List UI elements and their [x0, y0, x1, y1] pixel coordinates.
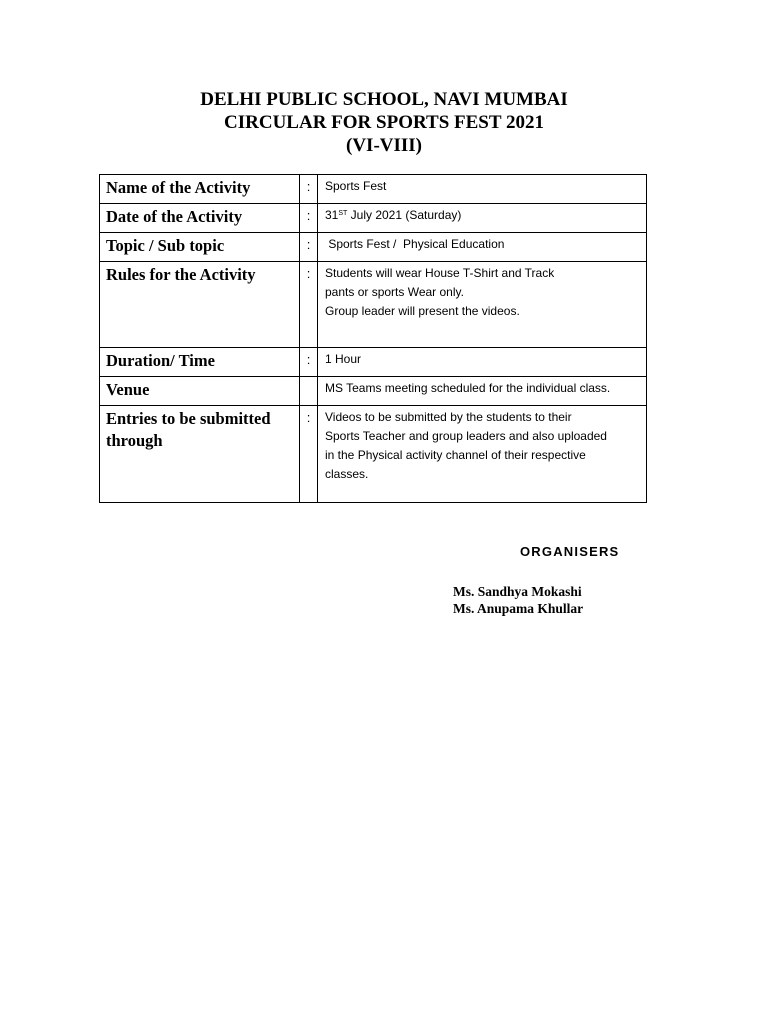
colon-separator-empty	[300, 377, 318, 406]
date-ordinal: ST	[338, 210, 348, 217]
activity-details-table	[99, 174, 647, 503]
row-label: Topic / Sub topic	[100, 233, 300, 262]
colon-separator: :	[300, 262, 318, 348]
document-header	[0, 88, 768, 157]
duration-value: 1 Hour	[318, 348, 647, 377]
table-row	[100, 406, 647, 503]
entries-label-line: through	[106, 431, 163, 450]
row-label	[100, 406, 300, 503]
entries-line: Sports Teacher and group leaders and also uploaded	[325, 429, 607, 443]
entries-line: Videos to be submitted by the students to their	[325, 410, 572, 424]
row-label: Rules for the Activity	[100, 262, 300, 348]
date-rest: July 2021 (Saturday)	[347, 208, 462, 222]
topic-value: Sports Fest / Physical Education	[318, 233, 647, 262]
colon-separator: :	[300, 233, 318, 262]
class-range: (VI-VIII)	[346, 135, 422, 156]
colon-separator: :	[300, 175, 318, 204]
table-row	[100, 377, 647, 406]
table-row	[100, 262, 647, 348]
entries-line: in the Physical activity channel of their respective	[325, 448, 586, 462]
colon-separator: :	[300, 348, 318, 377]
row-label: Name of the Activity	[100, 175, 300, 204]
colon-separator: :	[300, 406, 318, 503]
entries-value	[318, 406, 647, 503]
table-row	[100, 204, 647, 233]
venue-value: MS Teams meeting scheduled for the individual class.	[318, 377, 647, 406]
row-label: Venue	[100, 377, 300, 406]
rules-line: Students will wear House T-Shirt and Track	[325, 266, 555, 280]
organisers-heading: ORGANISERS	[520, 544, 620, 559]
table-row	[100, 348, 647, 377]
row-label: Date of the Activity	[100, 204, 300, 233]
rules-value	[318, 262, 647, 348]
organiser-name: Ms. Anupama Khullar	[453, 601, 584, 616]
entries-label-line: Entries to be submitted	[106, 409, 271, 428]
rules-line: pants or sports Wear only.	[325, 285, 464, 299]
colon-separator: :	[300, 204, 318, 233]
activity-name-value: Sports Fest	[318, 175, 647, 204]
circular-title: CIRCULAR FOR SPORTS FEST 2021	[224, 112, 544, 133]
school-name: DELHI PUBLIC SCHOOL, NAVI MUMBAI	[200, 89, 568, 110]
table-row	[100, 175, 647, 204]
rules-line: Group leader will present the videos.	[325, 304, 520, 318]
date-day: 31	[325, 208, 339, 222]
activity-date-value	[318, 204, 647, 233]
organiser-name: Ms. Sandhya Mokashi	[453, 584, 582, 599]
entries-line: classes.	[325, 467, 369, 481]
row-label: Duration/ Time	[100, 348, 300, 377]
table-row	[100, 233, 647, 262]
